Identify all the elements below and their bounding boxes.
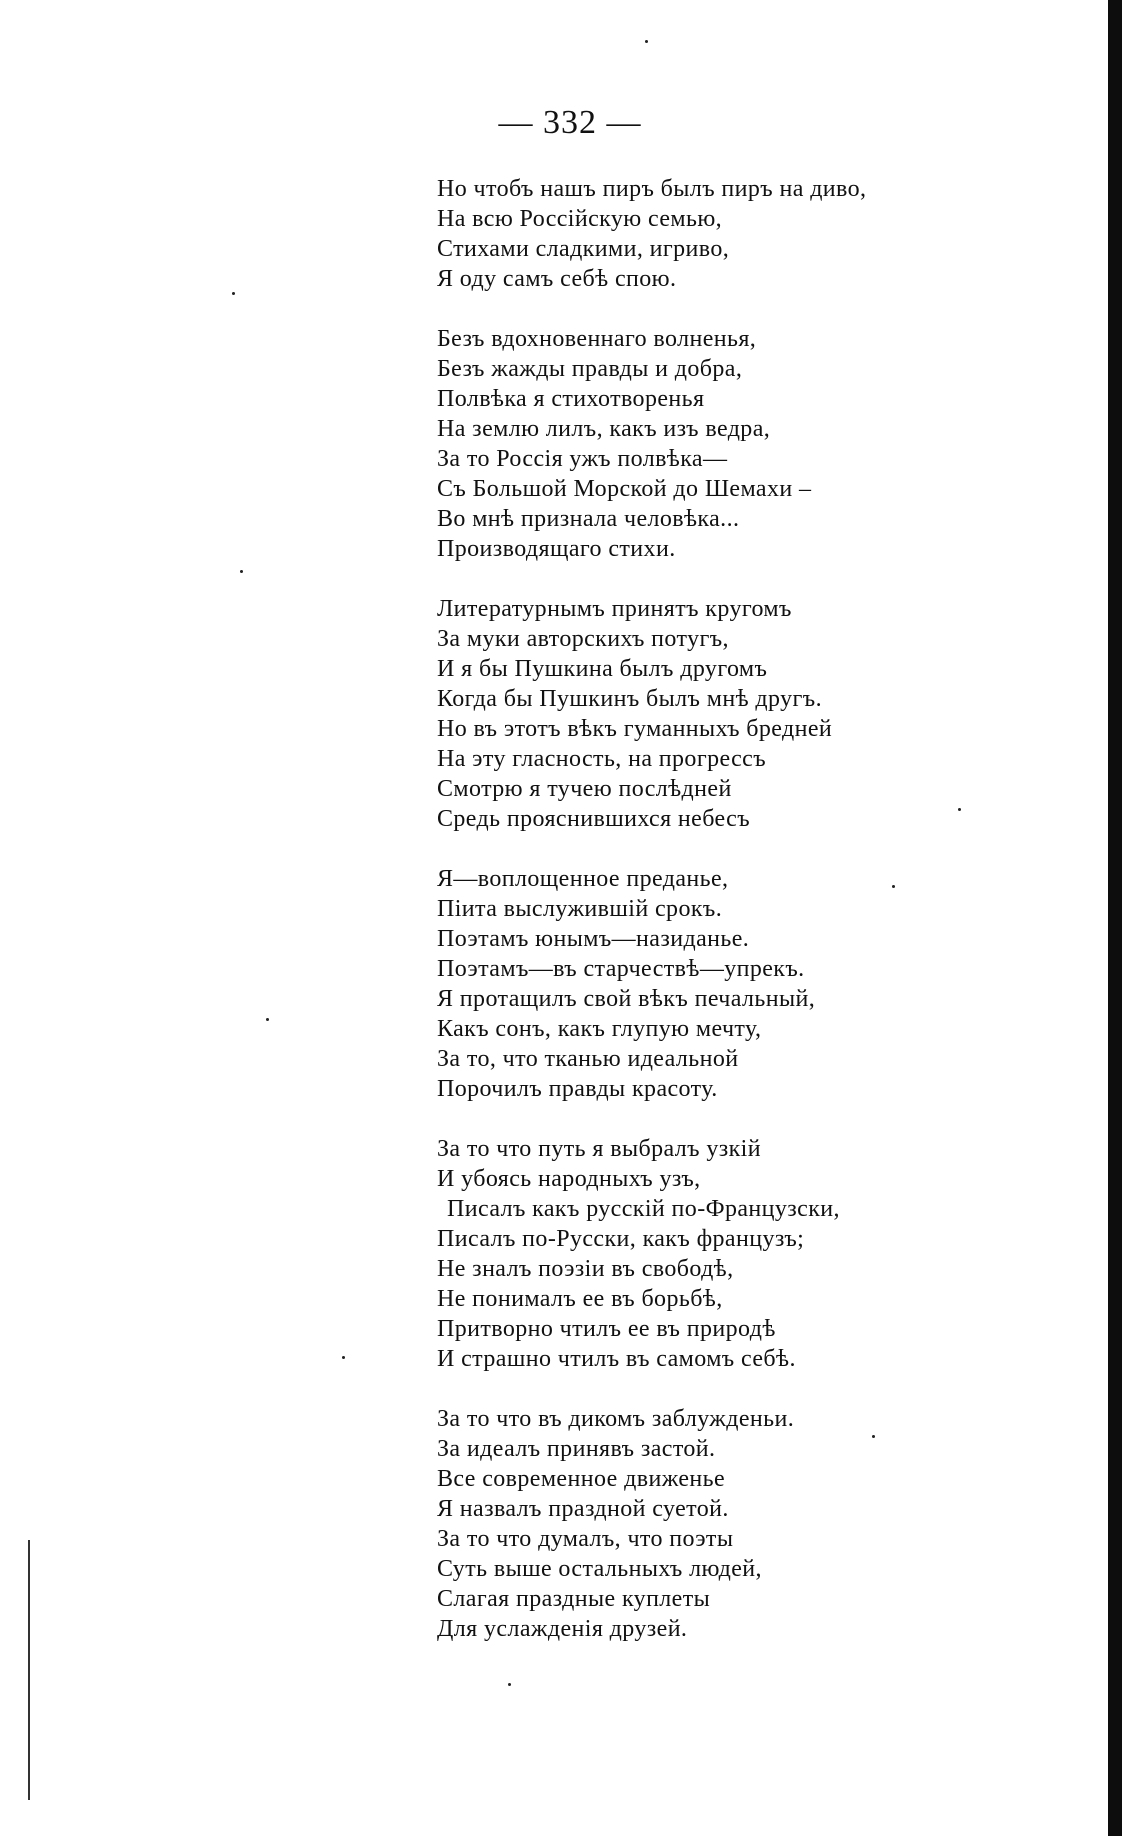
poem-line: Для услажденія друзей. (437, 1616, 688, 1642)
poem-line: Я—воплощенное преданье, (437, 866, 729, 892)
poem-line: За то что въ дикомъ заблужденьи. (437, 1406, 795, 1432)
poem-line: Я оду самъ себѣ спою. (437, 266, 677, 292)
poem-line: Полвѣка я стихотворенья (437, 386, 705, 412)
poem-line: Во мнѣ признала человѣка... (437, 506, 740, 532)
stanza (437, 594, 997, 834)
poem-line: Все современное движенье (437, 1466, 726, 1492)
stanza (437, 174, 997, 294)
poem-line: Безъ жажды правды и добра, (437, 356, 743, 382)
poem-line: Піита выслужившій срокъ. (437, 896, 723, 922)
poem-line: Средь прояснившихся небесъ (437, 806, 751, 832)
poem-line: Поэтамъ—въ старчествѣ—упрекъ. (437, 956, 805, 982)
stanza (437, 324, 997, 564)
poem-line: На эту гласность, на прогрессъ (437, 746, 767, 772)
poem-line: Смотрю я тучею послѣдней (437, 776, 732, 802)
poem-line: Но въ этотъ вѣкъ гуманныхъ бредней (437, 716, 833, 742)
poem-line: Суть выше остальныхъ людей, (437, 1556, 762, 1582)
poem-line: За муки авторскихъ потугъ, (437, 626, 729, 652)
poem-line: Производящаго стихи. (437, 536, 676, 562)
poem-line: И я бы Пушкина былъ другомъ (437, 656, 768, 682)
stanza (437, 1404, 997, 1644)
poem-body (437, 174, 997, 1674)
poem-line: Притворно чтилъ ее въ природѣ (437, 1316, 776, 1342)
poem-line: Какъ сонъ, какъ глупую мечту, (437, 1016, 762, 1042)
poem-line: Не зналъ поэзіи въ свободѣ, (437, 1256, 734, 1282)
scan-speck (240, 570, 243, 573)
stanza (437, 1134, 997, 1374)
poem-line: Стихами сладкими, игриво, (437, 236, 730, 262)
page-number: — 332 — (498, 104, 642, 141)
poem-line: Съ Большой Морской до Шемахи – (437, 476, 812, 502)
poem-line: Но чтобъ нашъ пиръ былъ пиръ на диво, (437, 176, 867, 202)
page-edge-shadow (1108, 0, 1122, 1836)
scan-speck (342, 1356, 345, 1359)
poem-line: За идеалъ принявъ застой. (437, 1436, 716, 1462)
poem-line: За то что думалъ, что поэты (437, 1526, 734, 1552)
poem-line: За то что путь я выбралъ узкій (437, 1136, 761, 1162)
poem-line: За то, что тканью идеальной (437, 1046, 739, 1072)
poem-line: За то Россія ужъ полвѣка— (437, 446, 728, 472)
poem-line: Когда бы Пушкинъ былъ мнѣ другъ. (437, 686, 822, 712)
poem-line: Я протащилъ свой вѣкъ печальный, (437, 986, 816, 1012)
poem-line: На всю Россійскую семью, (437, 206, 723, 232)
poem-line: Писалъ какъ русскій по-Французски, (447, 1196, 840, 1222)
scan-speck (508, 1683, 511, 1686)
stanza (437, 864, 997, 1104)
page-edge-line (28, 1540, 30, 1800)
poem-line: Я назвалъ праздной суетой. (437, 1496, 729, 1522)
poem-line: Порочилъ правды красоту. (437, 1076, 718, 1102)
poem-line: Безъ вдохновеннаго волненья, (437, 326, 757, 352)
poem-line: Писалъ по-Русски, какъ французъ; (437, 1226, 805, 1252)
poem-line: Литературнымъ принятъ кругомъ (437, 596, 792, 622)
poem-line: И убоясь народныхъ узъ, (437, 1166, 701, 1192)
poem-line: И страшно чтилъ въ самомъ себѣ. (437, 1346, 796, 1372)
poem-line: На землю лилъ, какъ изъ ведра, (437, 416, 771, 442)
scan-speck (232, 292, 235, 295)
scan-speck (266, 1018, 269, 1021)
scan-speck (645, 40, 648, 43)
poem-line: Не понималъ ее въ борьбѣ, (437, 1286, 723, 1312)
poem-line: Поэтамъ юнымъ—назиданье. (437, 926, 750, 952)
poem-line: Слагая праздные куплеты (437, 1586, 711, 1612)
